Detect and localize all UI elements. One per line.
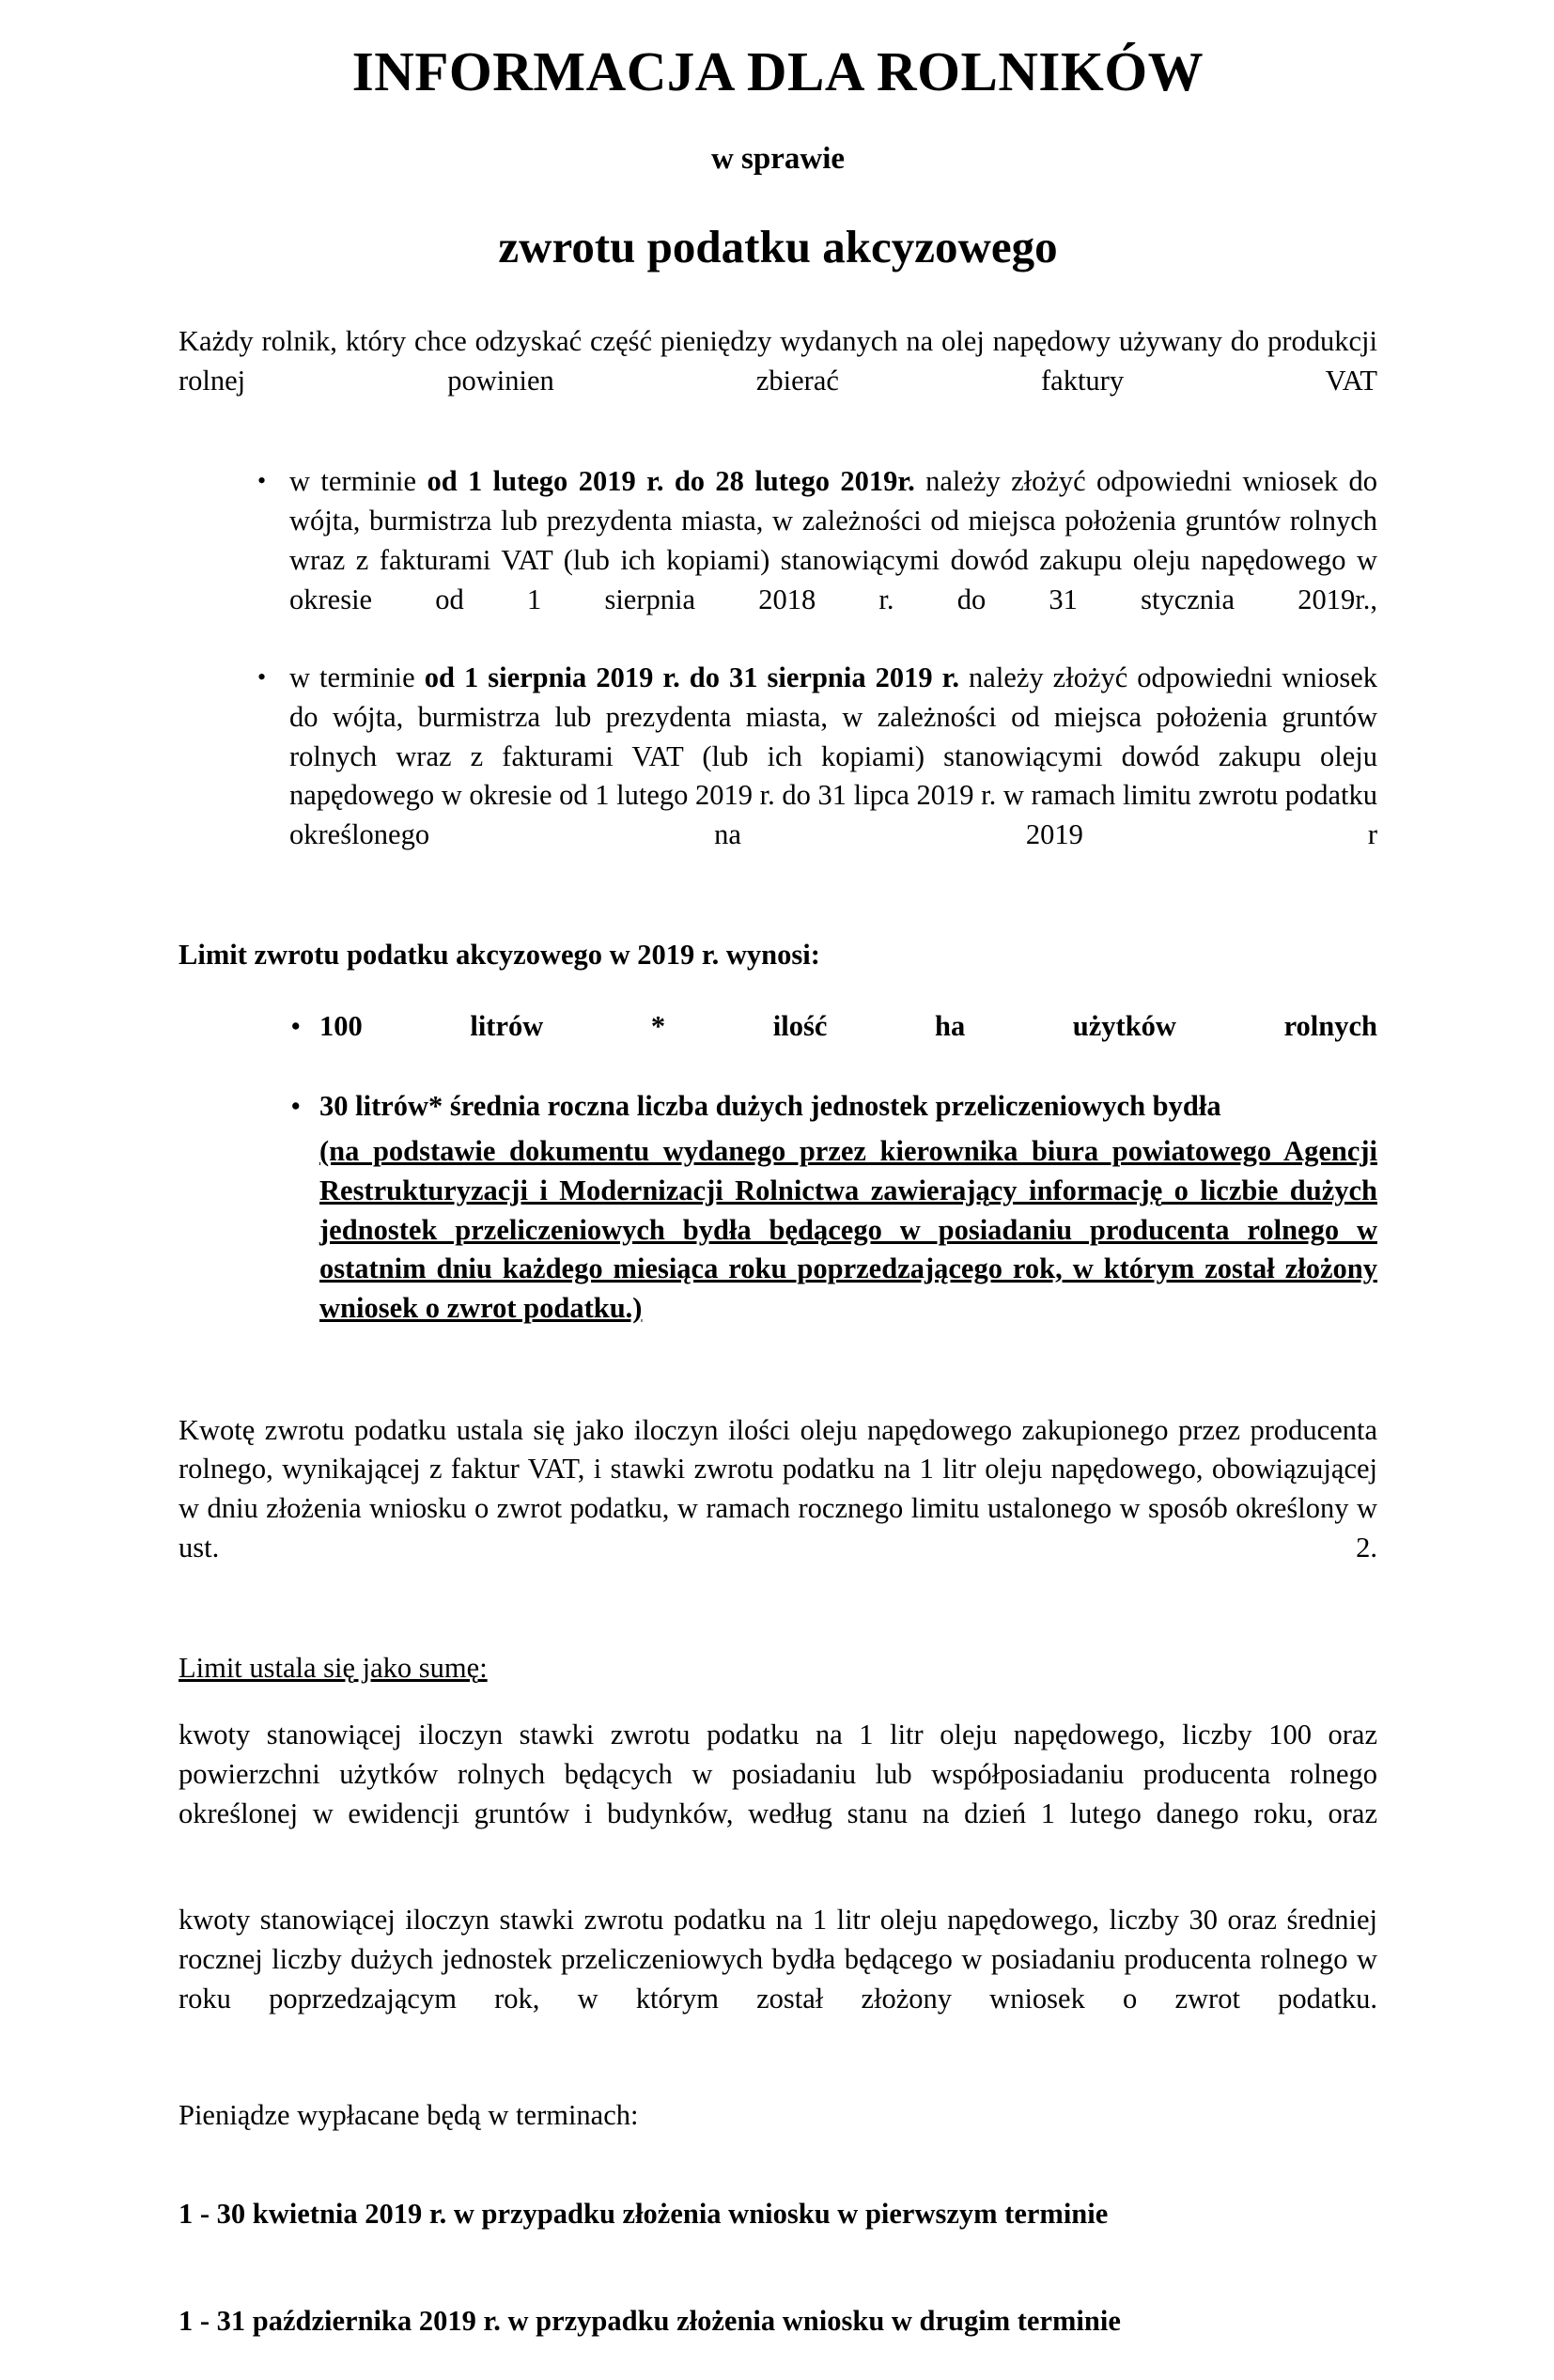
- lead-paragraph: Każdy rolnik, który chce odzyskać część pieniędzy wydanych na olej napędowy używany do produkcji rolnej powinien zbierać faktury VAT: [179, 324, 1377, 397]
- limit-item-2-label: 30 litrów* średnia roczna liczba dużych jednostek przeliczeniowych bydła: [319, 1090, 1221, 1123]
- deadline-body-1: należy złożyć odpowiedni wniosek do wójta, burmistrza lub prezydenta miasta, w zależności od miejsca położenia gruntów rolnych wraz z fakturami VAT (lub ich kopiami) stanowiącymi dowód zakupu oleju napędowego w okresie od 1 sierpnia 2018 r. do 31 stycznia 2019r.,: [289, 465, 1378, 615]
- sum-part-2: kwoty stanowiącej iloczyn stawki zwrotu podatku na 1 litr oleju napędowego, liczby 30 oraz średniej rocznej liczby dużych jednostek przeliczeniowych bydła będącego w posiadaniu producenta rolnego w roku poprzedzającym rok, w którym został złożony wniosek o zwrot podatku.: [179, 1904, 1377, 2014]
- limit-item-1-label: 100 litrów * ilość ha użytków rolnych: [319, 1009, 1377, 1042]
- limit-list: [179, 975, 1377, 1368]
- list-item: [291, 1087, 1377, 1367]
- calculation-paragraph: Kwotę zwrotu podatku ustala się jako iloczyn ilości oleju napędowego zakupionego przez producenta rolnego, wynikającej z faktur VAT, i stawki zwrotu podatku na 1 litr oleju napędowego, obowiązującej w dniu złożenia wniosku o zwrot podatku, w ramach rocznego limitu ustalonego w sposób określony w ust. 2.: [179, 1413, 1377, 1563]
- payments-intro: Pieniądze wypłacane będą w terminach:: [179, 2098, 639, 2131]
- page-title: INFORMACJA DLA ROLNIKÓW: [351, 40, 1204, 102]
- deadlines-list: [179, 440, 1377, 894]
- deadline-dates-1: od 1 lutego 2019 r. do 28 lutego 2019r.: [427, 465, 915, 498]
- deadline-prefix-2: w terminie: [289, 661, 425, 694]
- limit-heading: Limit zwrotu podatku akcyzowego w 2019 r. wynosi:: [179, 938, 820, 971]
- list-item: [257, 659, 1377, 894]
- list-item: [291, 1007, 1377, 1086]
- sum-heading: Limit ustala się jako sumę:: [179, 1651, 488, 1684]
- document-body: [179, 0, 1377, 2380]
- limit-item-2-note: (na podstawie dokumentu wydanego przez kierownika biura powiatowego Agencji Restrukturyzacji i Modernizacji Rolnictwa zawierający informację o liczbie dużych jednostek przeliczeniowych bydła będącego w posiadaniu producenta rolnego w ostatnim dniu każdego miesiąca roku poprzedzającego rok, w którym został złożony wniosek o zwrot podatku.): [319, 1134, 1377, 1325]
- payment-term-1: 1 - 30 kwietnia 2019 r. w przypadku złożenia wniosku w pierwszym terminie: [179, 2198, 1109, 2231]
- deadline-prefix-1: w terminie: [289, 465, 427, 498]
- sum-part-1: kwoty stanowiącej iloczyn stawki zwrotu podatku na 1 litr oleju napędowego, liczby 100 oraz powierzchni użytków rolnych będących w posiadaniu lub współposiadaniu producenta rolnego określonej w ewidencji gruntów i budynków, według stanu na dzień 1 lutego danego roku, oraz: [179, 1719, 1377, 1829]
- payment-term-2: 1 - 31 października 2019 r. w przypadku złożenia wniosku w drugim terminie: [179, 2304, 1121, 2337]
- list-item: [257, 462, 1377, 659]
- deadline-dates-2: od 1 sierpnia 2019 r. do 31 sierpnia 2019 r.: [424, 661, 960, 694]
- deadline-body-2: należy złożyć odpowiedni wniosek do wójta, burmistrza lub prezydenta miasta, w zależności od miejsca położenia gruntów rolnych wraz z fakturami VAT (lub ich kopiami) stanowiącymi dowód zakupu oleju napędowego w okresie od 1 lutego 2019 r. do 31 lipca 2019 r. w ramach limitu zwrotu podatku określonego na 2019 r: [289, 661, 1377, 851]
- document-subtitle-primary: w sprawie: [710, 141, 846, 176]
- document-subtitle-secondary: zwrotu podatku akcyzowego: [498, 220, 1058, 272]
